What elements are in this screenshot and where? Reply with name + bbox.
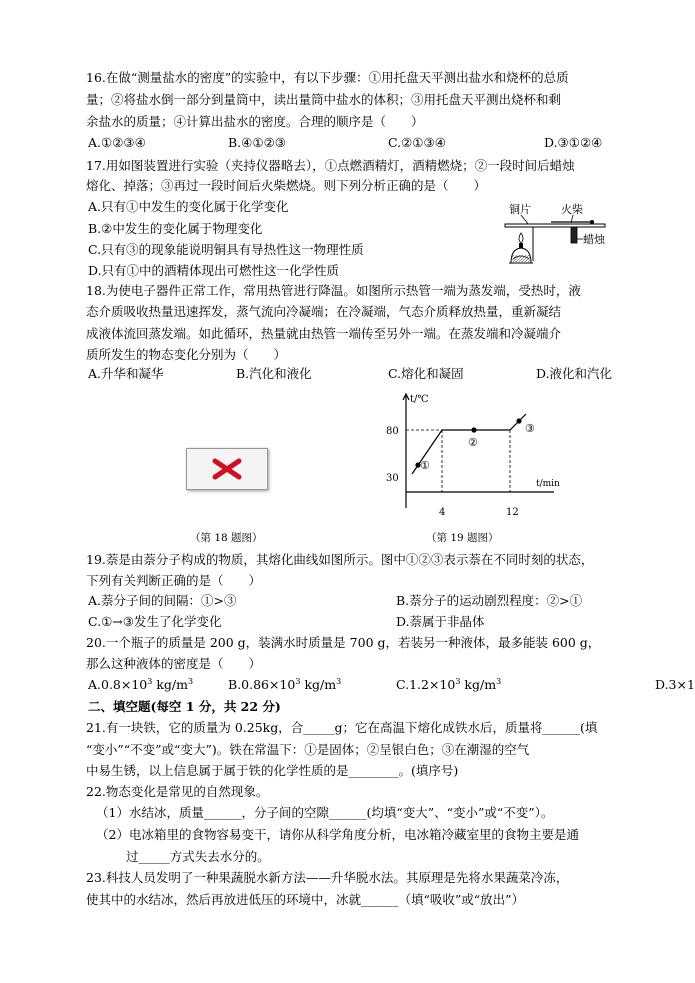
tick-y-80: 80 — [386, 426, 399, 437]
q20-option-c-unit-exp: 3 — [496, 676, 502, 686]
state-point-3 — [516, 418, 521, 423]
q17-line1: 17.用如图装置进行实验（夹持仪器略去），①点燃酒精灯，酒精燃烧；②一段时间后蜡烛 — [86, 158, 575, 173]
candle — [571, 227, 577, 243]
q16-option-a: A.①②③④ — [88, 135, 146, 150]
q18-option-d: D.液化和汽化 — [536, 366, 613, 381]
tick-x-12: 12 — [506, 507, 519, 518]
q20-option-d: D.3×1 — [655, 677, 695, 692]
flame — [519, 233, 523, 243]
q19-line2: 下列有关判断正确的是（ ） — [86, 573, 262, 588]
tick-y-30: 30 — [386, 473, 399, 484]
fig19-caption: （第 19 题图） — [426, 532, 499, 544]
label-point-3: ③ — [525, 422, 535, 435]
label-point-1: ① — [420, 459, 430, 472]
q20-option-b-base: B.0.86×10 — [228, 677, 296, 692]
q23-line1: 23.科技人员发明了一种果蔬脱水新方法——升华脱水法。其原理是先将水果蔬菜冷冻， — [86, 870, 569, 885]
q20-option-b — [228, 675, 341, 695]
q22-line4: 过_____方式失去水分的。 — [126, 849, 270, 864]
x-axis-label: t/min — [536, 479, 560, 489]
q18-line1: 18.为使电子器件正常工作，常用热管进行降温。如图所示热管一端为蒸发端，受热时，液 — [86, 283, 581, 298]
q19-option-c: C.①→③发生了化学变化 — [88, 614, 222, 629]
q16-line2: 量；②将盐水倒一部分到量筒中，读出量筒中盐水的体积；③用托盘天平测出烧杯和剩 — [86, 92, 562, 107]
y-axis-label: t/℃ — [410, 394, 429, 405]
q19-line1: 19.萘是由萘分子构成的物质，其熔化曲线如图所示。图中①②③表示萘在不同时刻的状态， — [86, 552, 594, 567]
q21-line3: 中易生锈，以上信息属于属于铁的化学性质的是________。(填序号) — [86, 763, 459, 778]
q20-line2: 那么这种液体的密度是（ ） — [86, 656, 262, 671]
q22-line2: （1）水结冰，质量______，分子间的空隙______(均填“变大”、“变小”或“不变”）。 — [96, 805, 554, 820]
q19-option-d: D.萘属于非晶体 — [396, 614, 485, 629]
label-copper-sheet: 铜片 — [509, 203, 531, 216]
q21-line1: 21.有一块铁，它的质量为 0.25kg，合_____g；它在高温下熔化成铁水后，质量将______(填 — [86, 720, 598, 735]
q17-option-d: D.只有①中的酒精体现出可燃性这一化学性质 — [88, 263, 340, 278]
q16-line1: 16.在做“测量盐水的密度”的实验中，有以下步骤：①用托盘天平测出盐水和烧杯的总质 — [86, 70, 569, 85]
q22-line3: （2）电冰箱里的食物容易变干，请你从科学角度分析，电冰箱冷藏室里的食物主要是通 — [96, 827, 579, 842]
q20-option-c-unit: kg/m — [460, 677, 497, 692]
q20-option-a — [88, 675, 193, 695]
q17-option-c: C.只有③的现象能说明铜具有导热性这一物理性质 — [88, 242, 364, 257]
q18-option-b: B.汽化和液化 — [236, 366, 312, 381]
q16-option-d: D.③①②④ — [544, 135, 603, 150]
q20-option-a-exp: 3 — [147, 676, 153, 686]
q23-line2: 使其中的水结冰，然后再放进低压的环境中，冰就______（填“吸收”或“放出”） — [86, 892, 525, 907]
q18-line3: 成液体流回蒸发端。如此循环，热量就由热管一端传至另外一端。在蒸发端和冷凝端介 — [86, 326, 562, 341]
section-fill-in-title: 二、填空题(每空 1 分，共 22 分) — [88, 699, 281, 714]
fig18-caption: （第 18 题图） — [190, 532, 263, 544]
q20-option-b-unit: kg/m — [300, 677, 337, 692]
q18-line4: 质所发生的物态变化分别为（ ） — [86, 347, 287, 362]
q17-option-b: B.②中发生的变化属于物理变化 — [88, 221, 263, 236]
label-candle: 蜡烛 — [583, 233, 605, 246]
fig18-broken-image — [186, 448, 268, 490]
q16-line3: 余盐水的质量；④计算出盐水的密度。合理的顺序是（ ） — [86, 114, 424, 129]
q20-option-a-base: A.0.8×10 — [88, 677, 148, 692]
q17-option-a: A.只有①中发生的变化属于化学变化 — [88, 199, 289, 214]
fig19-melting-curve — [372, 390, 562, 520]
q16-option-c: C.②①③④ — [388, 135, 446, 150]
q20-option-a-unit-exp: 3 — [187, 676, 194, 686]
q21-line2: “变小”“不变”或“变大”)。铁在常温下：①是固体；②呈银白色；③在潮湿的空气 — [86, 742, 530, 757]
label-match: 火柴 — [561, 203, 583, 216]
q16-option-b: B.④①②③ — [228, 135, 286, 150]
q18-line2: 态介质吸收热量迅速挥发，蒸气流向冷凝端；在冷凝端，气态介质释放热量，重新凝结 — [86, 304, 562, 319]
q20-line1: 20.一个瓶子的质量是 200 g，装满水时质量是 700 g，若装另一种液体，最多能装 600 g， — [86, 635, 601, 650]
q17-apparatus-figure — [495, 193, 625, 283]
q17-line2: 熔化、掉落；③再过一段时间后火柴燃烧。则下列分析正确的是（ ） — [86, 178, 487, 193]
q20-option-b-unit-exp: 3 — [336, 676, 342, 686]
broken-image-x-icon — [187, 449, 267, 489]
copper-sheet — [505, 224, 605, 227]
q22-line1: 22.物态变化是常见的自然现象。 — [86, 784, 269, 799]
tick-x-4: 4 — [439, 507, 446, 518]
q20-option-c — [396, 675, 501, 695]
state-point-2 — [471, 427, 476, 432]
q18-option-c: C.熔化和凝固 — [388, 366, 464, 381]
label-point-2: ② — [468, 436, 478, 449]
q19-option-a: A.萘分子间的间隔：①>③ — [88, 593, 237, 608]
q18-option-a: A.升华和凝华 — [88, 366, 164, 381]
q20-option-b-exp: 3 — [295, 676, 301, 686]
q20-option-a-unit: kg/m — [152, 677, 188, 692]
q20-option-c-base: C.1.2×10 — [396, 677, 456, 692]
q19-option-b: B.萘分子的运动剧烈程度：②>① — [396, 593, 583, 608]
q20-option-c-exp: 3 — [455, 676, 461, 686]
